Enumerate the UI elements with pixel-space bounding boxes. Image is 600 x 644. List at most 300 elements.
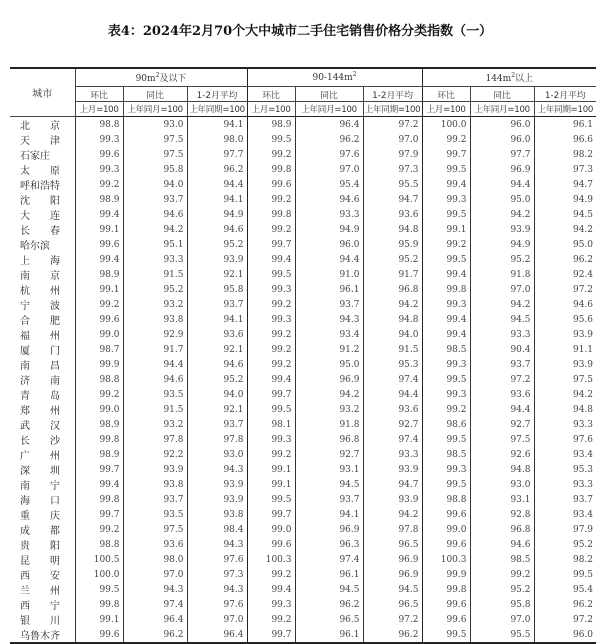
unit-header-avg: 上年同期=100 [187, 102, 247, 117]
index-value: 91.7 [363, 267, 422, 282]
index-value: 99.2 [247, 297, 295, 312]
index-value: 99.2 [422, 237, 470, 252]
index-value: 93.4 [534, 507, 596, 522]
index-value: 93.5 [123, 507, 187, 522]
price-index-table [10, 67, 596, 644]
index-value: 96.5 [363, 597, 422, 612]
index-value: 96.0 [470, 117, 534, 133]
city-name: 成 都 [20, 526, 60, 537]
index-value: 99.8 [75, 492, 123, 507]
index-value: 97.0 [123, 567, 187, 582]
index-value: 95.9 [363, 237, 422, 252]
index-value: 94.9 [534, 192, 596, 207]
subheader-avg: 1-2月平均 [534, 87, 596, 102]
city-name: 太 原 [20, 166, 60, 177]
index-value: 94.6 [534, 297, 596, 312]
index-value: 94.0 [187, 387, 247, 402]
city-name: 武 汉 [20, 421, 60, 432]
index-value: 93.4 [295, 327, 363, 342]
index-value: 96.4 [123, 612, 187, 627]
index-value: 93.3 [534, 417, 596, 432]
index-value: 99.5 [422, 432, 470, 447]
index-value: 96.4 [187, 627, 247, 643]
index-value: 99.4 [75, 207, 123, 222]
subheader-mom: 环比 [75, 87, 123, 102]
index-value: 95.8 [470, 597, 534, 612]
index-value: 99.8 [247, 162, 295, 177]
index-value: 93.3 [534, 477, 596, 492]
index-value: 93.5 [123, 387, 187, 402]
city-name: 乌鲁木齐 [20, 631, 60, 642]
index-value: 95.3 [534, 462, 596, 477]
index-value: 99.2 [247, 342, 295, 357]
index-value: 99.3 [422, 297, 470, 312]
index-value: 99.4 [75, 477, 123, 492]
index-value: 94.2 [363, 297, 422, 312]
index-value: 93.3 [295, 207, 363, 222]
index-value: 97.5 [123, 147, 187, 162]
index-value: 91.5 [123, 402, 187, 417]
city-name: 沈 阳 [20, 196, 60, 207]
index-value: 99.2 [247, 192, 295, 207]
index-value: 93.2 [295, 402, 363, 417]
index-value: 97.2 [363, 117, 422, 133]
city-name: 南 昌 [20, 361, 60, 372]
index-value: 94.1 [295, 507, 363, 522]
index-value: 96.2 [123, 627, 187, 643]
index-value: 91.1 [534, 342, 596, 357]
index-value: 92.1 [187, 267, 247, 282]
index-value: 97.0 [470, 282, 534, 297]
index-value: 98.7 [75, 342, 123, 357]
index-value: 99.3 [247, 282, 295, 297]
index-value: 96.8 [363, 282, 422, 297]
index-value: 98.5 [422, 447, 470, 462]
index-value: 94.4 [363, 387, 422, 402]
index-value: 94.8 [363, 312, 422, 327]
index-value: 99.5 [534, 567, 596, 582]
table-row [10, 312, 596, 327]
index-value: 93.6 [363, 207, 422, 222]
table-row [10, 162, 596, 177]
city-name: 石家庄 [20, 151, 50, 162]
index-value: 99.6 [422, 612, 470, 627]
index-value: 97.8 [363, 522, 422, 537]
index-value: 91.5 [363, 342, 422, 357]
index-value: 98.9 [75, 447, 123, 462]
index-value: 98.9 [75, 192, 123, 207]
index-value: 93.8 [123, 477, 187, 492]
index-value: 99.5 [422, 207, 470, 222]
city-name: 呼和浩特 [20, 181, 60, 192]
table-row [10, 147, 596, 162]
city-column-header: 城市 [10, 68, 75, 117]
index-value: 94.5 [470, 312, 534, 327]
index-value: 99.1 [247, 462, 295, 477]
index-value: 97.6 [295, 147, 363, 162]
index-value: 93.6 [187, 327, 247, 342]
index-value: 96.3 [295, 537, 363, 552]
index-value: 97.5 [534, 372, 596, 387]
index-value: 93.4 [534, 447, 596, 462]
index-value: 98.1 [247, 417, 295, 432]
subheader-yoy: 同比 [295, 87, 363, 102]
index-value: 100.0 [422, 117, 470, 133]
index-value: 99.6 [75, 312, 123, 327]
subheader-mom: 环比 [422, 87, 470, 102]
index-value: 94.6 [123, 372, 187, 387]
index-value: 94.4 [470, 177, 534, 192]
index-value: 96.0 [295, 237, 363, 252]
city-name: 厦 门 [20, 346, 60, 357]
index-value: 96.1 [295, 627, 363, 643]
index-value: 94.6 [187, 222, 247, 237]
index-value: 99.8 [75, 597, 123, 612]
index-value: 99.1 [422, 222, 470, 237]
unit-header-yoy: 上年同月=100 [123, 102, 187, 117]
index-value: 99.4 [247, 582, 295, 597]
index-value: 99.1 [75, 222, 123, 237]
index-value: 99.5 [75, 582, 123, 597]
table-row [10, 462, 596, 477]
index-value: 99.3 [247, 312, 295, 327]
index-value: 99.2 [247, 612, 295, 627]
unit-header-avg: 上年同期=100 [363, 102, 422, 117]
index-value: 99.7 [247, 507, 295, 522]
index-value: 93.3 [363, 447, 422, 462]
index-value: 93.0 [187, 447, 247, 462]
index-value: 98.5 [422, 342, 470, 357]
index-value: 97.4 [295, 552, 363, 567]
index-value: 94.6 [123, 207, 187, 222]
city-name: 银 川 [20, 616, 60, 627]
index-value: 94.4 [123, 357, 187, 372]
index-value: 99.3 [247, 597, 295, 612]
index-value: 93.7 [470, 357, 534, 372]
unit-header-avg: 上年同期=100 [534, 102, 596, 117]
table-row [10, 132, 596, 147]
index-value: 95.2 [187, 372, 247, 387]
index-value: 99.5 [247, 267, 295, 282]
index-value: 96.9 [295, 372, 363, 387]
index-value: 99.8 [75, 432, 123, 447]
index-value: 98.8 [75, 117, 123, 133]
index-value: 97.5 [123, 522, 187, 537]
index-value: 96.9 [295, 522, 363, 537]
table-row [10, 492, 596, 507]
index-value: 95.0 [470, 192, 534, 207]
index-value: 96.8 [470, 522, 534, 537]
index-value: 97.9 [363, 147, 422, 162]
index-value: 96.9 [363, 552, 422, 567]
index-value: 99.8 [422, 282, 470, 297]
index-value: 93.2 [123, 297, 187, 312]
index-value: 97.9 [534, 522, 596, 537]
subheader-yoy: 同比 [123, 87, 187, 102]
index-value: 94.2 [470, 297, 534, 312]
index-value: 96.4 [295, 117, 363, 133]
index-value: 98.9 [75, 417, 123, 432]
index-value: 94.2 [470, 207, 534, 222]
city-name: 深 圳 [20, 466, 60, 477]
index-value: 93.9 [363, 462, 422, 477]
index-value: 95.8 [187, 282, 247, 297]
index-value: 94.2 [363, 507, 422, 522]
index-value: 99.7 [247, 627, 295, 643]
index-value: 99.3 [75, 162, 123, 177]
index-value: 94.4 [295, 252, 363, 267]
index-value: 94.5 [534, 207, 596, 222]
index-value: 93.6 [470, 387, 534, 402]
table-row [10, 522, 596, 537]
index-value: 97.4 [363, 432, 422, 447]
index-value: 96.0 [534, 627, 596, 643]
index-value: 94.2 [295, 387, 363, 402]
index-value: 96.5 [295, 612, 363, 627]
group-header-90-below: $90m^2$及以下 [75, 68, 247, 87]
index-value: 94.7 [363, 192, 422, 207]
index-value: 93.3 [470, 327, 534, 342]
unit-header-mom: 上月=100 [422, 102, 470, 117]
index-value: 93.0 [123, 117, 187, 133]
index-value: 96.1 [534, 117, 596, 133]
index-value: 92.1 [187, 342, 247, 357]
index-value: 95.4 [295, 177, 363, 192]
index-value: 93.9 [534, 327, 596, 342]
index-value: 98.2 [534, 147, 596, 162]
index-value: 93.7 [187, 297, 247, 312]
index-value: 94.3 [123, 582, 187, 597]
index-value: 96.8 [295, 432, 363, 447]
index-value: 99.6 [247, 537, 295, 552]
index-value: 99.3 [422, 357, 470, 372]
index-value: 94.8 [470, 462, 534, 477]
index-value: 93.7 [295, 492, 363, 507]
index-value: 90.4 [470, 342, 534, 357]
index-value: 94.6 [187, 357, 247, 372]
index-value: 98.4 [187, 522, 247, 537]
table-row [10, 192, 596, 207]
city-name: 西 安 [20, 571, 60, 582]
index-value: 99.7 [422, 147, 470, 162]
index-value: 99.4 [422, 177, 470, 192]
index-value: 99.6 [75, 237, 123, 252]
index-value: 95.5 [470, 627, 534, 643]
index-value: 96.5 [363, 537, 422, 552]
index-value: 100.3 [422, 552, 470, 567]
index-value: 97.0 [363, 132, 422, 147]
index-value: 95.0 [534, 237, 596, 252]
table-row [10, 612, 596, 627]
index-value: 94.4 [470, 402, 534, 417]
table-row [10, 297, 596, 312]
city-name: 杭 州 [20, 286, 60, 297]
table-row [10, 342, 596, 357]
index-value: 99.4 [422, 327, 470, 342]
index-value: 94.3 [187, 462, 247, 477]
index-value: 99.1 [75, 282, 123, 297]
index-value: 92.8 [470, 507, 534, 522]
table-row [10, 447, 596, 462]
city-name: 合 肥 [20, 316, 60, 327]
index-value: 93.8 [187, 507, 247, 522]
index-value: 97.8 [123, 432, 187, 447]
index-value: 92.9 [123, 327, 187, 342]
index-value: 97.0 [295, 162, 363, 177]
index-value: 99.9 [75, 357, 123, 372]
subheader-mom: 环比 [247, 87, 295, 102]
index-value: 96.1 [295, 282, 363, 297]
index-value: 99.2 [247, 447, 295, 462]
index-value: 93.1 [295, 462, 363, 477]
index-value: 99.2 [247, 357, 295, 372]
index-value: 99.2 [75, 522, 123, 537]
index-value: 96.2 [295, 132, 363, 147]
index-value: 99.2 [75, 297, 123, 312]
index-value: 93.6 [123, 537, 187, 552]
index-value: 99.8 [247, 207, 295, 222]
index-value: 96.2 [187, 162, 247, 177]
index-value: 98.0 [123, 552, 187, 567]
index-value: 94.9 [470, 237, 534, 252]
index-value: 92.4 [534, 267, 596, 282]
city-name: 长 沙 [20, 436, 60, 447]
index-value: 92.7 [295, 447, 363, 462]
index-value: 99.5 [422, 162, 470, 177]
table-row [10, 372, 596, 387]
city-name: 宁 波 [20, 301, 60, 312]
table-row [10, 252, 596, 267]
index-value: 97.7 [187, 147, 247, 162]
index-value: 99.0 [75, 402, 123, 417]
unit-header-yoy: 上年同月=100 [470, 102, 534, 117]
index-value: 96.9 [363, 567, 422, 582]
index-value: 95.6 [534, 312, 596, 327]
unit-header-mom: 上月=100 [75, 102, 123, 117]
index-value: 93.7 [534, 492, 596, 507]
index-value: 94.1 [187, 117, 247, 133]
table-row [10, 432, 596, 447]
index-value: 96.2 [295, 597, 363, 612]
index-value: 93.3 [123, 252, 187, 267]
index-value: 93.7 [187, 417, 247, 432]
index-value: 99.4 [247, 372, 295, 387]
table-row [10, 177, 596, 192]
city-name: 郑 州 [20, 406, 60, 417]
index-value: 99.6 [75, 147, 123, 162]
index-value: 98.9 [247, 117, 295, 133]
index-value: 99.5 [422, 627, 470, 643]
index-value: 95.0 [295, 357, 363, 372]
index-value: 95.8 [123, 162, 187, 177]
index-value: 93.9 [363, 492, 422, 507]
index-value: 96.1 [295, 567, 363, 582]
index-value: 99.2 [247, 222, 295, 237]
index-value: 94.6 [295, 192, 363, 207]
index-value: 94.7 [534, 177, 596, 192]
index-value: 94.4 [187, 177, 247, 192]
city-name: 贵 阳 [20, 541, 60, 552]
index-value: 99.6 [422, 507, 470, 522]
index-value: 99.5 [247, 402, 295, 417]
index-value: 99.1 [75, 612, 123, 627]
index-value: 94.7 [363, 477, 422, 492]
index-value: 99.7 [75, 462, 123, 477]
index-value: 97.3 [187, 567, 247, 582]
index-value: 97.6 [534, 432, 596, 447]
index-value: 99.6 [422, 537, 470, 552]
index-value: 92.7 [363, 417, 422, 432]
city-name: 西 宁 [20, 601, 60, 612]
index-value: 99.3 [247, 432, 295, 447]
index-value: 92.7 [470, 417, 534, 432]
table-row [10, 282, 596, 297]
group-header-90-144: $90-144m^2$ [247, 68, 422, 87]
index-value: 99.7 [75, 507, 123, 522]
index-value: 93.9 [187, 252, 247, 267]
subheader-avg: 1-2月平均 [187, 87, 247, 102]
index-value: 97.3 [534, 162, 596, 177]
index-value: 94.0 [363, 327, 422, 342]
index-value: 94.6 [470, 537, 534, 552]
index-value: 95.3 [363, 357, 422, 372]
city-name: 重 庆 [20, 511, 60, 522]
city-name: 天 津 [20, 136, 60, 147]
table-row [10, 402, 596, 417]
index-value: 91.0 [295, 267, 363, 282]
table-row [10, 477, 596, 492]
city-name: 广 州 [20, 451, 60, 462]
index-value: 99.8 [422, 582, 470, 597]
index-value: 99.2 [422, 132, 470, 147]
index-value: 94.2 [534, 387, 596, 402]
index-value: 96.6 [534, 132, 596, 147]
index-value: 97.0 [187, 612, 247, 627]
index-value: 98.0 [187, 132, 247, 147]
index-value: 97.8 [187, 432, 247, 447]
city-name: 南 宁 [20, 481, 60, 492]
index-value: 99.2 [247, 327, 295, 342]
index-value: 99.5 [422, 372, 470, 387]
city-name: 哈尔滨 [20, 241, 50, 252]
table-row [10, 597, 596, 612]
city-name: 大 连 [20, 211, 60, 222]
index-value: 95.5 [363, 177, 422, 192]
index-value: 93.7 [123, 192, 187, 207]
index-value: 95.2 [470, 252, 534, 267]
index-value: 94.8 [363, 222, 422, 237]
index-value: 94.8 [534, 402, 596, 417]
index-value: 99.5 [422, 252, 470, 267]
index-value: 94.1 [187, 312, 247, 327]
index-value: 99.2 [247, 147, 295, 162]
index-value: 100.0 [75, 567, 123, 582]
city-name: 兰 州 [20, 586, 60, 597]
index-value: 99.2 [422, 402, 470, 417]
index-value: 93.9 [470, 222, 534, 237]
index-value: 99.3 [422, 462, 470, 477]
index-value: 92.2 [123, 447, 187, 462]
index-value: 91.8 [470, 267, 534, 282]
index-value: 97.3 [363, 162, 422, 177]
index-value: 97.4 [123, 597, 187, 612]
index-value: 99.4 [75, 252, 123, 267]
subheader-avg: 1-2月平均 [363, 87, 422, 102]
index-value: 95.2 [363, 252, 422, 267]
index-value: 93.9 [123, 462, 187, 477]
index-value: 99.2 [247, 567, 295, 582]
table-row [10, 207, 596, 222]
